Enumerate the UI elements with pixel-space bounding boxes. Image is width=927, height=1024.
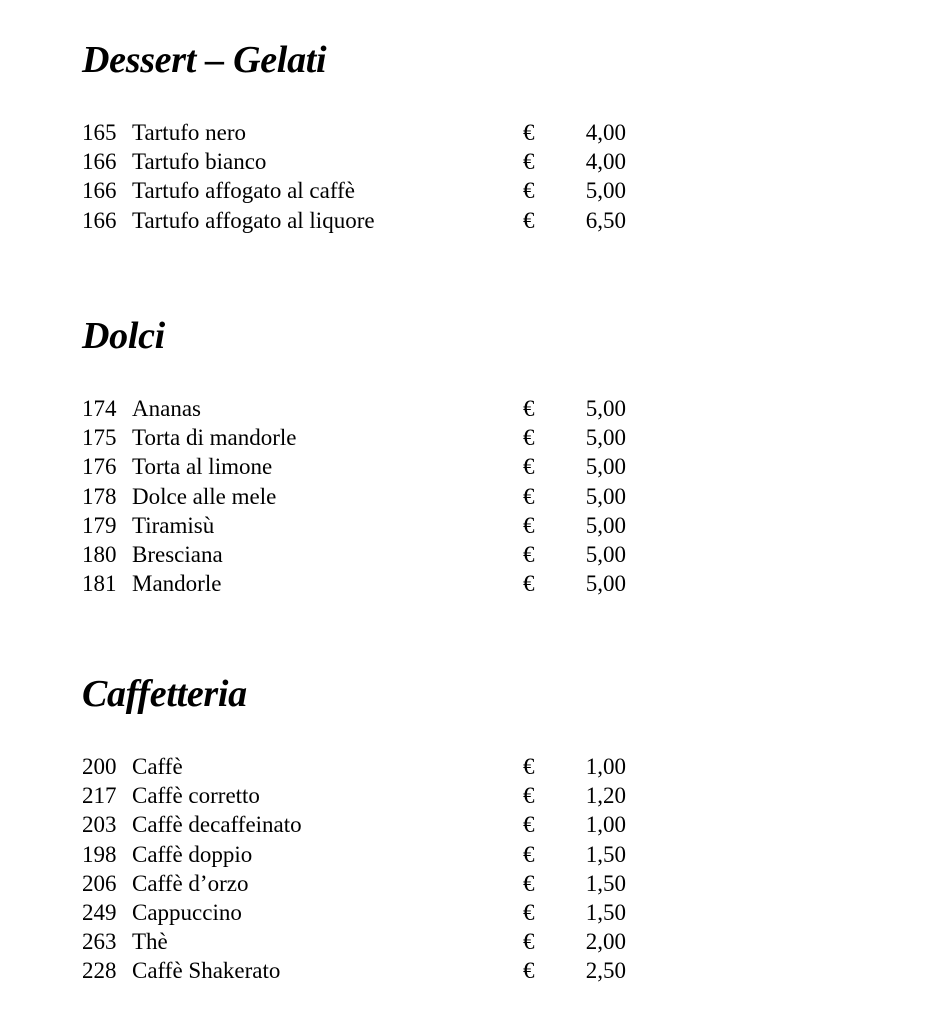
item-name: Tartufo bianco — [132, 149, 267, 175]
item-price: 1,50 — [585, 870, 626, 896]
item-number: 228 — [82, 958, 117, 984]
item-number: 166 — [82, 178, 117, 204]
section-title: Caffetteria — [82, 673, 247, 715]
item-price: 5,00 — [585, 396, 626, 421]
item-number: 200 — [82, 754, 117, 779]
item-name: Tartufo affogato al liquore — [132, 207, 375, 233]
list-item — [82, 452, 642, 481]
list-item — [82, 176, 642, 205]
list-item — [82, 206, 642, 235]
item-price: 2,00 — [585, 929, 626, 955]
currency-symbol: € — [523, 207, 535, 233]
list-item — [82, 927, 642, 956]
item-name: Caffè Shakerato — [132, 958, 281, 984]
item-name: Mandorle — [132, 571, 222, 597]
item-number: 181 — [82, 571, 117, 597]
item-number: 178 — [82, 483, 117, 509]
item-name: Tartufo affogato al caffè — [132, 178, 355, 204]
section-dolci — [82, 314, 642, 598]
item-name: Caffè corretto — [132, 783, 260, 809]
list-item — [82, 752, 642, 781]
currency-symbol: € — [523, 425, 535, 451]
item-name: Cappuccino — [132, 899, 242, 925]
item-price: 2,50 — [585, 958, 626, 984]
currency-symbol: € — [523, 120, 535, 145]
item-price: 1,20 — [585, 783, 626, 809]
item-number: 174 — [82, 396, 117, 421]
currency-symbol: € — [523, 178, 535, 204]
section-title: Dessert – Gelati — [82, 39, 327, 81]
item-price: 5,00 — [585, 425, 626, 451]
currency-symbol: € — [523, 396, 535, 421]
currency-symbol: € — [523, 571, 535, 597]
section-title: Dolci — [82, 315, 165, 357]
item-price: 5,00 — [585, 483, 626, 509]
item-name: Caffè d’orzo — [132, 870, 249, 896]
item-price: 1,50 — [585, 899, 626, 925]
item-number: 166 — [82, 149, 117, 175]
item-name: Torta al limone — [132, 454, 273, 480]
item-price: 5,00 — [585, 541, 626, 567]
currency-symbol: € — [523, 870, 535, 896]
list-item — [82, 394, 642, 423]
item-name: Caffè — [132, 754, 183, 779]
item-price: 1,50 — [585, 841, 626, 867]
item-name: Ananas — [132, 396, 201, 421]
list-item — [82, 540, 642, 569]
item-list — [82, 118, 642, 235]
item-number: 198 — [82, 841, 117, 867]
list-item — [82, 118, 642, 147]
item-number: 165 — [82, 120, 117, 145]
list-item — [82, 840, 642, 869]
item-number: 166 — [82, 207, 117, 233]
currency-symbol: € — [523, 812, 535, 838]
currency-symbol: € — [523, 929, 535, 955]
list-item — [82, 511, 642, 540]
item-price: 5,00 — [585, 571, 626, 597]
section-caffetteria — [82, 672, 642, 986]
currency-symbol: € — [523, 899, 535, 925]
list-item — [82, 810, 642, 839]
item-price: 4,00 — [585, 149, 626, 175]
currency-symbol: € — [523, 541, 535, 567]
item-number: 263 — [82, 929, 117, 955]
item-price: 5,00 — [585, 512, 626, 538]
list-item — [82, 569, 642, 598]
currency-symbol: € — [523, 149, 535, 175]
item-name: Torta di mandorle — [132, 425, 297, 451]
item-name: Caffè doppio — [132, 841, 253, 867]
list-item — [82, 482, 642, 511]
list-item — [82, 869, 642, 898]
item-number: 180 — [82, 541, 117, 567]
item-name: Tartufo nero — [132, 120, 246, 145]
item-name: Thè — [132, 929, 168, 955]
section-dessert-gelati — [82, 38, 642, 235]
item-number: 206 — [82, 870, 117, 896]
item-list — [82, 394, 642, 598]
item-name: Bresciana — [132, 541, 223, 567]
currency-symbol: € — [523, 754, 535, 779]
item-number: 175 — [82, 425, 117, 451]
item-price: 4,00 — [585, 120, 626, 145]
item-name: Tiramisù — [132, 512, 215, 538]
list-item — [82, 147, 642, 176]
item-name: Dolce alle mele — [132, 483, 277, 509]
item-number: 217 — [82, 783, 117, 809]
currency-symbol: € — [523, 483, 535, 509]
item-price: 6,50 — [585, 207, 626, 233]
item-price: 5,00 — [585, 178, 626, 204]
item-name: Caffè decaffeinato — [132, 812, 302, 838]
item-number: 203 — [82, 812, 117, 838]
currency-symbol: € — [523, 512, 535, 538]
item-number: 249 — [82, 899, 117, 925]
currency-symbol: € — [523, 783, 535, 809]
item-number: 179 — [82, 512, 117, 538]
list-item — [82, 781, 642, 810]
item-price: 1,00 — [585, 754, 626, 779]
item-list — [82, 752, 642, 986]
list-item — [82, 423, 642, 452]
item-price: 1,00 — [585, 812, 626, 838]
currency-symbol: € — [523, 454, 535, 480]
list-item — [82, 956, 642, 985]
currency-symbol: € — [523, 841, 535, 867]
item-number: 176 — [82, 454, 117, 480]
currency-symbol: € — [523, 958, 535, 984]
item-price: 5,00 — [585, 454, 626, 480]
list-item — [82, 898, 642, 927]
